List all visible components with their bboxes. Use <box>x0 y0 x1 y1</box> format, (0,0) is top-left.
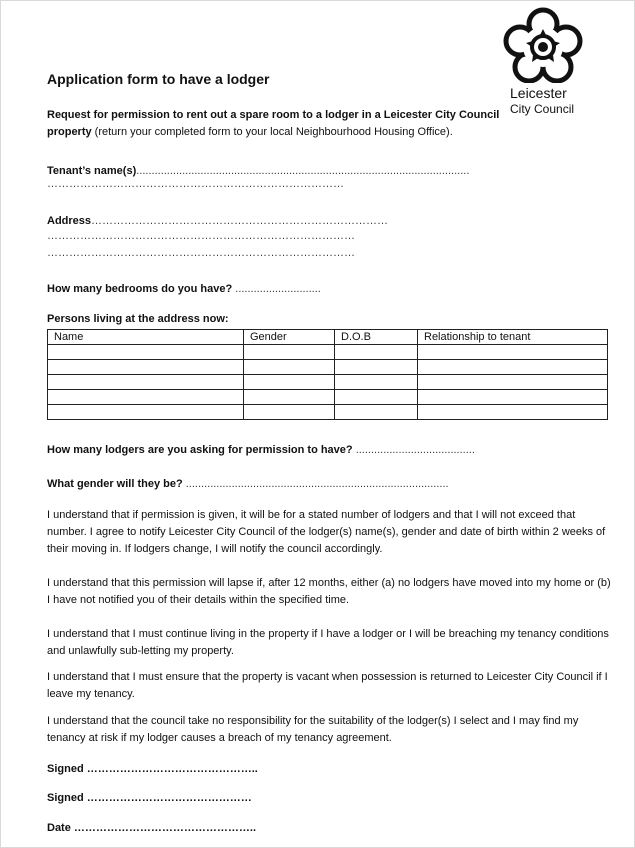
tenant-name-label: Tenant’s name(s) <box>47 165 137 177</box>
col-name-header: Name <box>48 330 244 345</box>
tenant-name-dots: ............................................................................................................. <box>136 165 470 177</box>
table-cell[interactable] <box>244 360 335 375</box>
signature-field-1[interactable] <box>47 759 258 777</box>
date-label: Date <box>47 822 71 834</box>
address-label: Address <box>47 215 92 227</box>
table-cell[interactable] <box>244 390 335 405</box>
lodgers-count-label: How many lodgers are you asking for permission to have? <box>47 444 353 456</box>
address-line-2[interactable]: ………………………………………………………………………… <box>47 230 355 242</box>
signature-field-2[interactable] <box>47 788 252 806</box>
declaration-paragraph-5: I understand that the council take no responsibility for the suitability of the lodger(s) I select and I may find my tenancy at risk if my lodger causes a breach of my tenancy agreement. <box>47 715 579 744</box>
logo-text-leicester: Leicester <box>510 85 567 101</box>
table-row <box>48 405 608 420</box>
signed-dots-1: ……………………………………….. <box>83 763 258 775</box>
table-cell[interactable] <box>48 405 244 420</box>
persons-label: Persons living at the address now: <box>47 313 229 325</box>
signed-dots-2: ……………………………………… <box>83 792 252 804</box>
table-cell[interactable] <box>244 405 335 420</box>
lodgers-count-field[interactable] <box>47 440 475 458</box>
address-line-3[interactable]: ………………………………………………………………………… <box>47 247 355 259</box>
table-cell[interactable] <box>48 390 244 405</box>
table-cell[interactable] <box>48 375 244 390</box>
address-dots-1: ……………………………………………………………………… <box>91 215 389 227</box>
table-cell[interactable] <box>48 345 244 360</box>
bedrooms-field[interactable] <box>47 279 321 297</box>
tudor-rose-icon <box>503 7 583 83</box>
table-row <box>48 390 608 405</box>
lodgers-gender-field[interactable] <box>47 474 449 492</box>
table-cell[interactable] <box>418 375 608 390</box>
lodgers-count-dots: ....................................... <box>352 444 475 456</box>
table-cell[interactable] <box>418 390 608 405</box>
bedrooms-dots: ............................ <box>232 283 321 295</box>
declaration-paragraph-3: I understand that I must continue living in the property if I have a lodger or I will be breaching my tenancy conditions and unlawfully sub-letting my property. <box>47 628 609 657</box>
signed-label-2: Signed <box>47 792 84 804</box>
council-logo <box>501 7 591 115</box>
table-cell[interactable] <box>418 360 608 375</box>
table-cell[interactable] <box>418 405 608 420</box>
table-row <box>48 345 608 360</box>
persons-table <box>47 329 608 420</box>
col-dob-header: D.O.B <box>335 330 418 345</box>
date-dots: ………………………………………….. <box>70 822 257 834</box>
page-title: Application form to have a lodger <box>47 71 270 87</box>
table-cell[interactable] <box>335 390 418 405</box>
bedrooms-label: How many bedrooms do you have? <box>47 283 233 295</box>
logo-text-city-council: City Council <box>510 102 575 116</box>
col-relationship-header: Relationship to tenant <box>418 330 608 345</box>
table-row <box>48 375 608 390</box>
table-row <box>48 360 608 375</box>
table-header-row <box>48 330 608 345</box>
declaration-paragraph-2: I understand that this permission will lapse if, after 12 months, either (a) no lodgers have moved into my home or (b) I have not notified you of their details within the specified time. <box>47 577 611 606</box>
declaration-paragraph-1: I understand that if permission is given, it will be for a stated number of lodgers and that I will not exceed that number. I agree to notify Leicester City Council of the lodger(s) name(s), gender and date of birth within 2 weeks of their moving in. If lodgers change, I will notify the council accordingly. <box>47 509 606 555</box>
table-cell[interactable] <box>244 345 335 360</box>
signed-label-1: Signed <box>47 763 84 775</box>
lodgers-gender-label: What gender will they be? <box>47 478 183 490</box>
date-field[interactable] <box>47 818 256 836</box>
tenant-name-line-2[interactable]: ……………………………………………………………………… <box>47 178 344 190</box>
col-gender-header: Gender <box>244 330 335 345</box>
table-cell[interactable] <box>335 375 418 390</box>
table-cell[interactable] <box>335 345 418 360</box>
address-field[interactable] <box>47 211 388 229</box>
table-cell[interactable] <box>244 375 335 390</box>
tenant-name-field[interactable] <box>47 161 469 179</box>
intro-text <box>47 107 517 141</box>
intro-bold: Request for permission to rent out a spare room to a lodger in a Leicester City Council property <box>47 109 500 138</box>
intro-normal: (return your completed form to your local Neighbourhood Housing Office). <box>91 126 453 138</box>
declaration-paragraph-4: I understand that I must ensure that the property is vacant when possession is returned to Leicester City Council if I leave my tenancy. <box>47 671 608 700</box>
table-cell[interactable] <box>335 360 418 375</box>
table-cell[interactable] <box>335 405 418 420</box>
lodgers-gender-dots: ...................................................................................... <box>182 478 449 490</box>
table-cell[interactable] <box>48 360 244 375</box>
table-cell[interactable] <box>418 345 608 360</box>
